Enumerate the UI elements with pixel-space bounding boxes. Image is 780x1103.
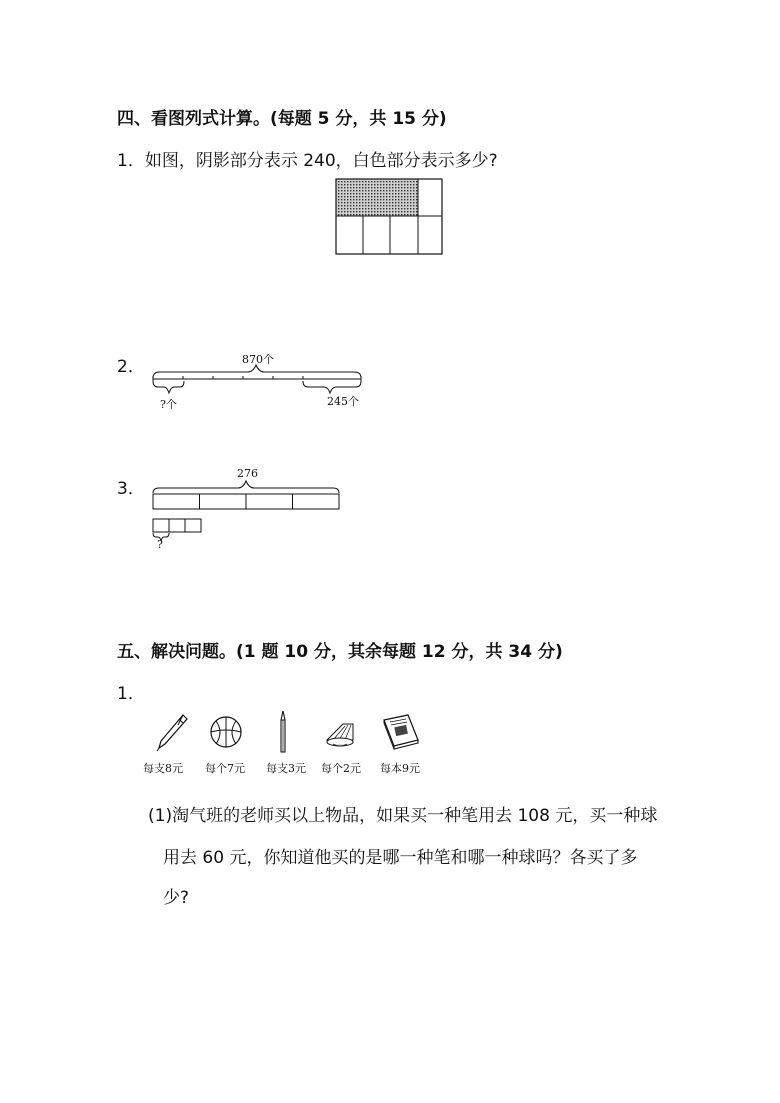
q3-short-bar xyxy=(153,519,201,532)
question-1-number: 1． xyxy=(117,151,145,171)
book-icon xyxy=(381,712,421,750)
question-1 xyxy=(117,146,498,171)
q2-top-brace xyxy=(153,365,361,378)
item-label-pen: 每支8元 xyxy=(143,762,183,775)
pencil-icon xyxy=(276,710,290,754)
section-4-heading: 四、看图列式计算。(每题 5 分，共 15 分) xyxy=(117,109,447,129)
item-label-basketball: 每个7元 xyxy=(205,762,245,775)
shaded-grid-figure xyxy=(335,178,445,256)
q2-unknown-label: ?个 xyxy=(160,398,177,411)
pen-icon xyxy=(153,712,189,752)
subquestion-1-line-3: 少? xyxy=(163,888,190,908)
q3-bar-diagram xyxy=(150,478,345,543)
q2-left-brace xyxy=(153,381,184,393)
q2-right-brace xyxy=(303,381,361,393)
question-2-number: 2． xyxy=(117,357,145,377)
item-label-book: 每本9元 xyxy=(380,762,420,775)
question-3-number: 3． xyxy=(117,479,145,499)
subquestion-1-line-2: 用去 60 元，你知道他买的是哪一种笔和哪一种球吗？各买了多 xyxy=(163,848,638,868)
question-1-text: 如图，阴影部分表示 240，白色部分表示多少? xyxy=(144,151,498,171)
item-label-shuttlecock: 每个2元 xyxy=(321,762,361,775)
q3-total-label: 276 xyxy=(237,467,258,480)
q3-top-brace xyxy=(153,481,339,493)
basketball-icon xyxy=(208,714,244,750)
q2-total-label: 870个 xyxy=(242,353,274,366)
section-5-heading: 五、解决问题。(1 题 10 分，其余每题 12 分，共 34 分) xyxy=(117,642,563,662)
shuttlecock-icon xyxy=(323,718,359,748)
subquestion-1-line-1: (1)淘气班的老师买以上物品，如果买一种笔用去 108 元，买一种球 xyxy=(148,806,658,826)
q2-known-label: 245个 xyxy=(327,395,359,408)
q3-unknown-label: ? xyxy=(157,538,163,551)
s5-question-1-number: 1． xyxy=(117,684,145,704)
item-label-pencil: 每支3元 xyxy=(266,762,306,775)
shaded-region xyxy=(336,179,418,216)
